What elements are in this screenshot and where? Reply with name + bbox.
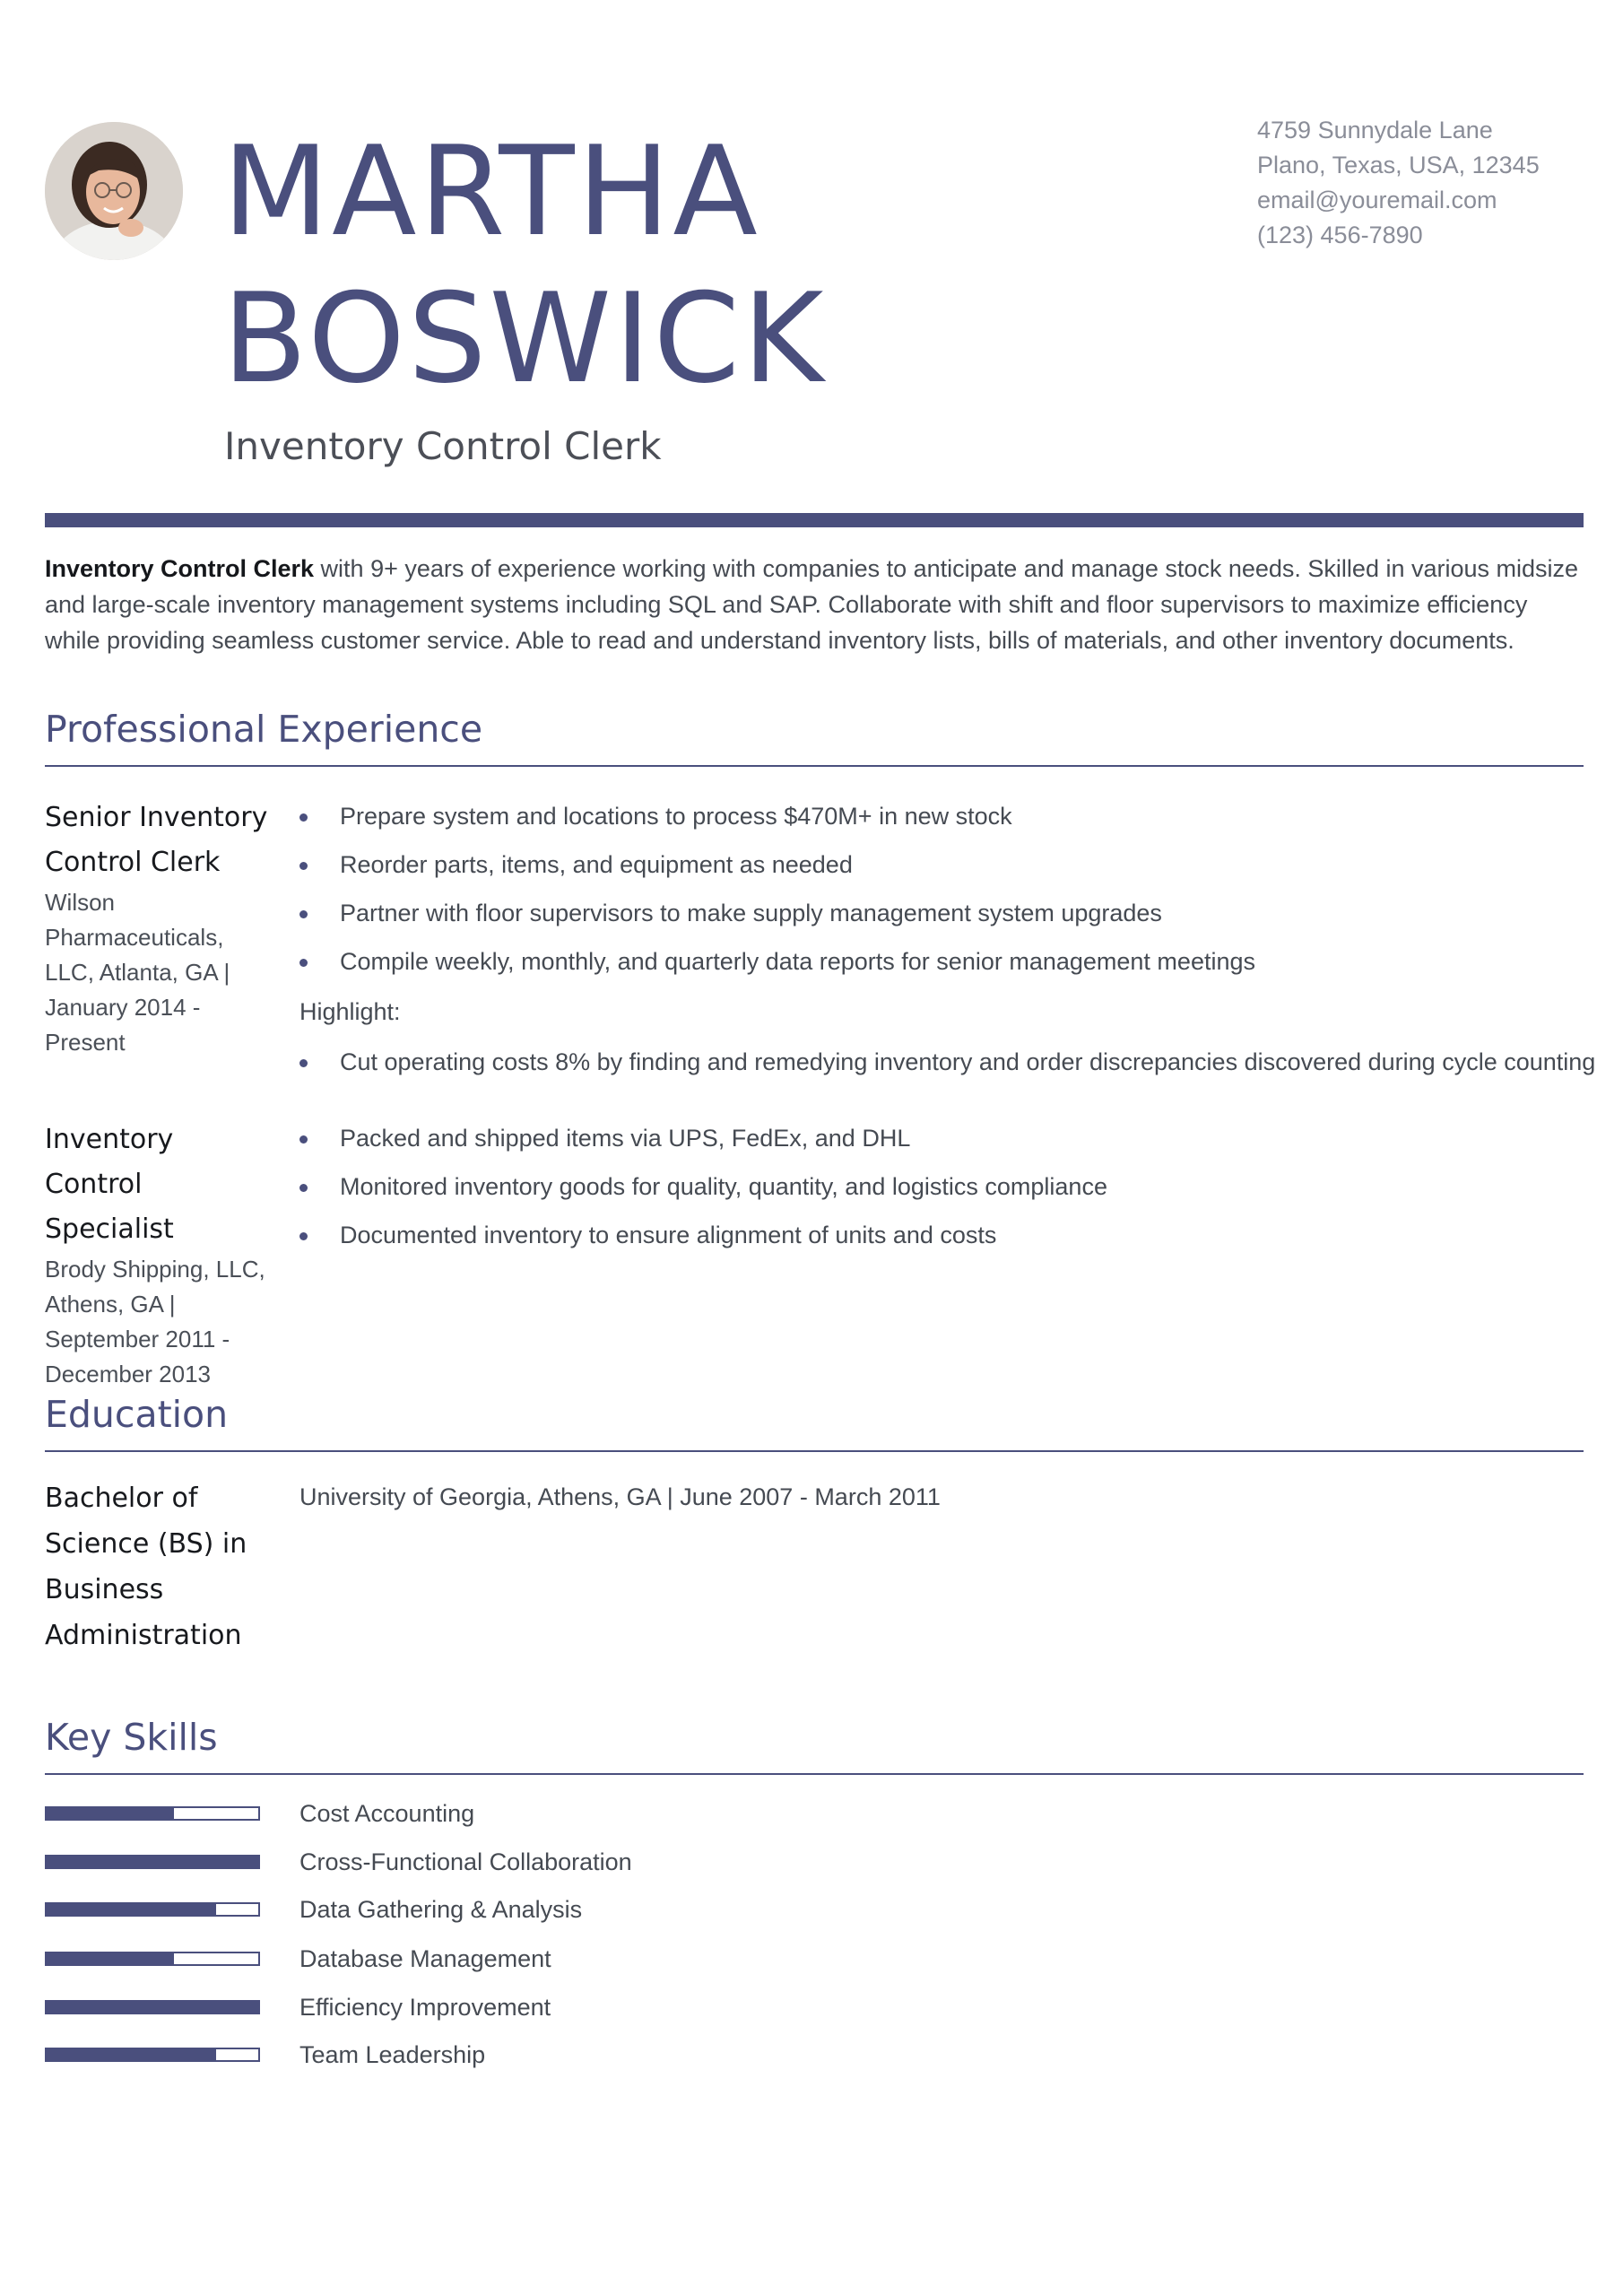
education-detail: University of Georgia, Athens, GA | June 2007 - March 2011 bbox=[299, 1483, 941, 1510]
job-2-meta-line: Brody Shipping, LLC, bbox=[45, 1256, 265, 1283]
skill-level-bar bbox=[45, 1855, 260, 1869]
summary-lead: Inventory Control Clerk bbox=[45, 555, 315, 582]
skill-level-bar bbox=[45, 2048, 260, 2062]
skill-level-fill bbox=[47, 1857, 258, 1867]
degree-line: Science (BS) in bbox=[45, 1528, 247, 1560]
list-item bbox=[299, 1114, 1591, 1162]
job-1-role-line2: Control Clerk bbox=[45, 847, 221, 878]
job-2-meta-line: September 2011 - bbox=[45, 1326, 230, 1352]
skill-name: Cost Accounting bbox=[299, 1800, 475, 1827]
experience-heading: Professional Experience bbox=[45, 708, 483, 751]
skill-name: Efficiency Improvement bbox=[299, 1994, 551, 2021]
skill-level-fill bbox=[47, 2002, 258, 2013]
skill-name: Database Management bbox=[299, 1945, 551, 1972]
highlight-label: Highlight: bbox=[299, 998, 401, 1025]
list-item bbox=[299, 1038, 1596, 1086]
contact-block bbox=[1257, 113, 1540, 253]
summary-text: with 9+ years of experience working with companies to anticipate and manage stock needs. Skilled in various midsize and large-scale inventory management systems including SQL and SAP. Collaborate with shift and floor supervisors to maximize efficiency while providing seamless customer service. Able to read and understand inventory lists, bills of materials, and other inventory documents. bbox=[45, 555, 1579, 654]
bullet-icon bbox=[299, 813, 308, 822]
job-2-role-line1: Inventory Control bbox=[45, 1124, 174, 1200]
first-name: MARTHA bbox=[222, 119, 760, 264]
skill-row bbox=[45, 2035, 1121, 2083]
job-2-meta-line: Athens, GA | bbox=[45, 1291, 176, 1318]
candidate-name bbox=[222, 118, 1029, 413]
bullet-icon bbox=[299, 910, 308, 918]
degree-line: Administration bbox=[45, 1620, 242, 1651]
profile-photo-icon bbox=[45, 122, 183, 260]
bullet-icon bbox=[299, 959, 308, 967]
skill-row bbox=[45, 1939, 1121, 1987]
education-heading: Education bbox=[45, 1393, 229, 1436]
bullet-text: Documented inventory to ensure alignment of units and costs bbox=[340, 1222, 997, 1248]
bullet-text: Prepare system and locations to process $470M+ in new stock bbox=[340, 803, 1012, 830]
job-title: Inventory Control Clerk bbox=[224, 424, 662, 468]
job-2-meta-line: December 2013 bbox=[45, 1361, 211, 1387]
degree-line: Bachelor of bbox=[45, 1483, 198, 1514]
degree-line: Business bbox=[45, 1574, 164, 1605]
skill-row bbox=[45, 1842, 1121, 1891]
job-1-meta-line: LLC, Atlanta, GA | bbox=[45, 959, 230, 986]
list-item bbox=[299, 1162, 1591, 1211]
bullet-text: Compile weekly, monthly, and quarterly data reports for senior management meetings bbox=[340, 948, 1255, 975]
job-2-role bbox=[45, 1118, 278, 1252]
skill-level-bar bbox=[45, 1952, 260, 1966]
job-1-role-line1: Senior Inventory bbox=[45, 802, 268, 833]
experience-divider bbox=[45, 765, 1584, 767]
profile-photo bbox=[45, 122, 183, 260]
job-2-role-line2: Specialist bbox=[45, 1213, 174, 1245]
skill-row bbox=[45, 1890, 1121, 1938]
bullet-icon bbox=[299, 862, 308, 870]
education-divider bbox=[45, 1450, 1584, 1452]
job-1-meta-line: Present bbox=[45, 1029, 126, 1056]
job-1-meta-line: January 2014 - bbox=[45, 994, 201, 1021]
degree bbox=[45, 1475, 278, 1658]
bullet-icon bbox=[299, 1184, 308, 1192]
skill-level-fill bbox=[47, 1808, 174, 1819]
job-1-meta-line: Pharmaceuticals, bbox=[45, 924, 224, 951]
bullet-icon bbox=[299, 1232, 308, 1240]
list-item bbox=[299, 792, 1591, 840]
bullet-icon bbox=[299, 1135, 308, 1144]
job-2-meta bbox=[45, 1252, 278, 1392]
header-divider bbox=[45, 513, 1584, 527]
summary bbox=[45, 551, 1584, 658]
skill-level-fill bbox=[47, 2049, 216, 2060]
job-2-header bbox=[45, 1118, 278, 1392]
contact-phone[interactable]: (123) 456-7890 bbox=[1257, 222, 1423, 248]
job-1-header bbox=[45, 796, 278, 1060]
list-item bbox=[299, 889, 1591, 937]
skill-name: Team Leadership bbox=[299, 2041, 486, 2068]
bullet-text: Reorder parts, items, and equipment as needed bbox=[340, 851, 853, 878]
skills-divider bbox=[45, 1773, 1584, 1775]
skill-name: Data Gathering & Analysis bbox=[299, 1896, 583, 1923]
job-2-bullets bbox=[299, 1114, 1591, 1259]
skill-row bbox=[45, 1987, 1121, 2036]
bullet-text: Packed and shipped items via UPS, FedEx, and DHL bbox=[340, 1125, 911, 1152]
list-item bbox=[299, 1211, 1591, 1259]
last-name: BOSWICK bbox=[222, 266, 827, 411]
job-1-meta bbox=[45, 885, 278, 1060]
skill-row bbox=[45, 1794, 1121, 1842]
skills-heading: Key Skills bbox=[45, 1716, 218, 1759]
job-1-meta-line: Wilson bbox=[45, 889, 116, 916]
skill-level-fill bbox=[47, 1953, 174, 1964]
skill-level-fill bbox=[47, 1904, 216, 1915]
contact-city: Plano, Texas, USA, 12345 bbox=[1257, 152, 1540, 178]
job-1-bullets bbox=[299, 792, 1596, 1086]
list-item bbox=[299, 937, 1591, 986]
bullet-text: Monitored inventory goods for quality, quantity, and logistics compliance bbox=[340, 1173, 1107, 1200]
bullet-text: Cut operating costs 8% by finding and remedying inventory and order discrepancies discovered during cycle counting bbox=[340, 1048, 1596, 1075]
bullet-text: Partner with floor supervisors to make supply management system upgrades bbox=[340, 900, 1162, 926]
bullet-icon bbox=[299, 1059, 308, 1067]
skill-level-bar bbox=[45, 1902, 260, 1917]
list-item bbox=[299, 840, 1591, 889]
skill-level-bar bbox=[45, 2000, 260, 2014]
skill-name: Cross-Functional Collaboration bbox=[299, 1848, 632, 1875]
skill-level-bar bbox=[45, 1806, 260, 1821]
contact-street: 4759 Sunnydale Lane bbox=[1257, 117, 1493, 144]
job-1-role bbox=[45, 796, 278, 885]
contact-email[interactable]: email@youremail.com bbox=[1257, 187, 1497, 213]
